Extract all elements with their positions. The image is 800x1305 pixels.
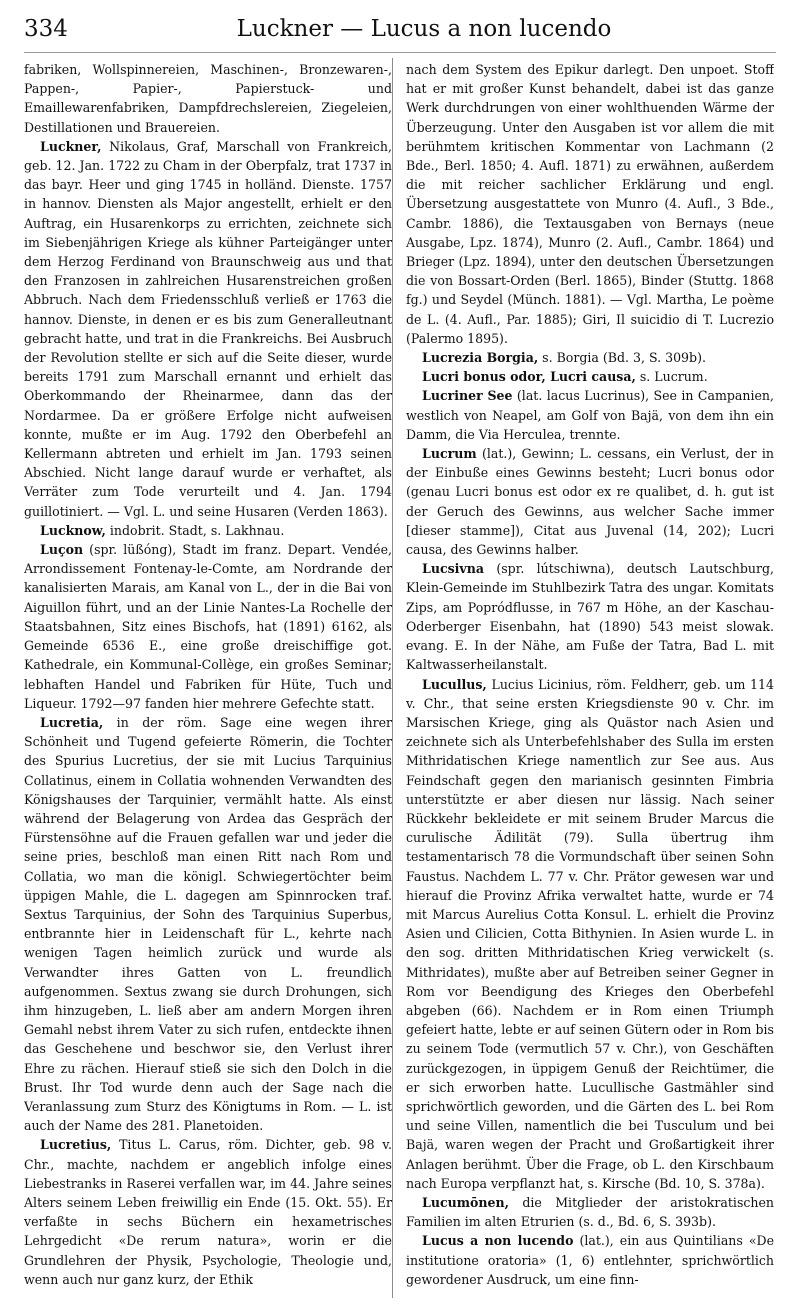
entry-headword: Lucumōnen, xyxy=(422,1194,509,1210)
dictionary-entry xyxy=(406,444,774,559)
entry-text: s. Borgia (Bd. 3, S. 309b). xyxy=(538,350,706,366)
entry-text: in der röm. Sage eine wegen ihrer Schönheit und Tugend gefeierte Römerin, die Tochter des Spurius Lucretius, der sie mit Lucius Tarquinius Collatinus, einem in Collatia wohnenden Verwandten des Königshauses der Tarquinier, vermählt hatte. Als einst während der Belagerung von Ardea das Gespräch der Fürstensöhne auf die Frauen gefallen war und jeder die seine pries, beschloß man einen Ritt nach Rom und Collatia, wo man die königl. Schwiegertöchter beim üppigen Mahle, die L. dagegen am Spinnrocken traf. Sextus Tarquinius, der Sohn des Tarquinius Superbus, entbrannte hier in Leidenschaft für L., kehrte nach wenigen Tagen heimlich zurück und wurde als Verwandter ihres Gatten von L. freundlich aufgenommen. Sextus zwang sie durch Drohungen, sich ihm hinzugeben, L. ließ aber am andern Morgen ihren Gemahl nebst ihrem Vater zu sich rufen, entdeckte ihnen das Geschehene und beschwor sie, den Verlust ihrer Ehre zu rächen. Hierauf stieß sie sich den Dolch in die Brust. Ihr Tod wurde denn auch der Sage nach die Veranlassung zum Sturz des Königtums in Rom. — L. ist auch der Name des 281. Planetoiden. xyxy=(24,714,392,1134)
entry-headword: Luckner, xyxy=(40,138,102,154)
entry-headword: Lucrezia Borgia, xyxy=(422,350,539,366)
entry-text: (lat.), ein aus Quintilians «De institutione oratoria» (1, 6) entlehnter, sprichwörtlich gewordener Ausdruck, um eine finn- xyxy=(406,1233,774,1287)
page-number: 334 xyxy=(24,16,68,42)
entry-headword: Lucretius, xyxy=(40,1137,112,1153)
entry-text: Lucius Licinius, röm. Feldherr, geb. um 114 v. Chr., that seine ersten Kriegsdienste 90 v. Chr. im Marsischen Kriege, ging als Quästor nach Asien und zeichnete sich als Unterbefehlshaber des Sulla im ersten Mithridatischen Kriege namentlich zur See aus. Aus Feindschaft gegen den marianisch gesinnten Fimbria unterstützte er aber diesen nur lässig. Nach seiner Rückkehr bekleidete er mit seinem Bruder Marcus die curulische Ädilität (79). Sulla übertrug ihm testamentarisch 78 die Vormundschaft über seinen Sohn Faustus. Nachdem L. 77 v. Chr. Prätor gewesen war und hierauf die Provinz Afrika verwaltet hatte, wurde er 74 mit Marcus Aurelius Cotta Konsul. L. erhielt die Provinz Asien und Cilicien, Cotta Bithynien. In Asien wurde L. in den sog. dritten Mithridatischen Krieg verwickelt (s. Mithridates), mußte aber auf Betreiben seiner Gegner in Rom vor Beendigung des Krieges den Oberbefehl abgeben (66). Nachdem er in Rom einen Triumph gefeiert hatte, lebte er auf seinen Gütern oder in Rom bis zu seinem Tode (vermutlich 57 v. Chr.), von Geschäften zurückgezogen, in üppigem Genuß der Reichtümer, die er sich erworben hatte. Lucullische Gastmähler sind sprichwörtlich geworden, und die Gärten des L. bei Rom und seine Villen, namentlich die bei Tusculum und bei Bajä, waren wegen der Pracht und Großartigkeit ihrer Anlagen berühmt. Über die Frage, ob L. den Kirschbaum nach Europa verpflanzt hat, s. Kirsche (Bd. 10, S. 378a). xyxy=(406,676,774,1191)
dictionary-entry xyxy=(24,521,392,540)
entry-text: s. Lucrum. xyxy=(635,369,708,385)
dictionary-entry xyxy=(24,713,392,1135)
right-column xyxy=(406,60,774,1298)
left-column xyxy=(24,60,392,1298)
dictionary-entry xyxy=(406,559,774,674)
entry-text: fabriken, Wollspinnereien, Maschinen-, Bronzewaren-, Pappen-, Papier-, Papierstuck- und Emaillewarenfabriken, Dampfdrechslereien, Ziegeleien, Destillationen und Brauereien. xyxy=(24,62,392,135)
entry-headword: Lucsivna xyxy=(422,561,484,577)
dictionary-entry xyxy=(406,60,774,348)
entry-text: indobrit. Stadt, s. Lakhnau. xyxy=(105,522,285,538)
entry-headword: Lucknow, xyxy=(40,522,106,538)
entry-headword: Lucullus, xyxy=(422,676,487,692)
dictionary-entry xyxy=(24,1135,392,1289)
dictionary-entry xyxy=(406,1231,774,1289)
dictionary-entry xyxy=(24,60,392,137)
dictionary-entry xyxy=(24,540,392,713)
page-header xyxy=(24,12,780,46)
entry-text: (spr. lútschiwna), deutsch Lautschburg, Klein-Gemeinde im Stuhlbezirk Tatra des ungar. Komitats Zips, am Popródflusse, in 767 m Höhe, an der Kaschau-Oderberger Eisenbahn, hat (1890) 543 meist slowak. evang. E. In der Nähe, am Fuße der Tatra, Bad L. mit Kaltwasserheilanstalt. xyxy=(406,561,774,673)
entry-text: nach dem System des Epikur darlegt. Den unpoet. Stoff hat er mit großer Kunst behandelt, dabei ist das ganze Werk durchdrungen von einer wohlthuenden Wärme der Überzeugung. Unter den Ausgaben ist vor allem die mit berühmtem kritischen Kommentar von Lachmann (2 Bde., Berl. 1850; 4. Aufl. 1871) zu erwähnen, außerdem die mit reicher sachlicher Erklärung und engl. Übersetzung ausgestattete von Munro (4. Aufl., 3 Bde., Cambr. 1886), die Textausgaben von Bernays (neue Ausgabe, Lpz. 1874), Munro (2. Aufl., Cambr. 1864) und Brieger (Lpz. 1894), unter den deutschen Übersetzungen die von Bossart-Orden (Berl. 1865), Binder (Stuttg. 1868 fg.) und Seydel (Münch. 1881). — Vgl. Martha, Le poème de L. (4. Aufl., Par. 1885); Giri, Il suicidio di T. Lucrezio (Palermo 1895). xyxy=(406,62,774,346)
entry-headword: Luçon xyxy=(40,542,84,558)
dictionary-entry xyxy=(406,348,774,367)
entry-text: Titus L. Carus, röm. Dichter, geb. 98 v. Chr., machte, nachdem er angeblich infolge eines Liebestranks in Raserei verfallen war, im 44. Jahre seines Alters seinem Leben freiwillig ein Ende (15. Okt. 55). Er verfaßte in sechs Büchern ein hexametrisches Lehrgedicht «De rerum natura», worin er die Grundlehren der Physik, Psychologie, Theologie und, wenn auch nur ganz kurz, der Ethik xyxy=(24,1137,392,1287)
dictionary-entry xyxy=(24,137,392,521)
entry-text: Nikolaus, Graf, Marschall von Frankreich, geb. 12. Jan. 1722 zu Cham in der Oberpfalz, trat 1737 in das bayr. Heer und ging 1745 in holländ. Dienste. 1757 in hannov. Diensten als Major angestellt, erhielt er den Auftrag, ein Husarenkorps zu errichten, zeichnete sich im Siebenjährigen Kriege als kühner Parteigänger unter dem Herzog Ferdinand von Braunschweig aus und that den Franzosen in zahlreichen Husarenstreichen großen Abbruch. Nach dem Friedensschluß verließ er 1763 die hannov. Dienste, in denen er es bis zum Generalleutnant gebracht hatte, und trat in die Frankreichs. Bei Ausbruch der Revolution stellte er sich auf die Seite dieser, wurde bereits 1791 zum Marschall ernannt und erhielt das Oberkommando der Rheinarmee, dann das der Nordarmee. Da er größere Erfolge nicht aufweisen konnte, mußte er im Aug. 1792 den Oberbefehl an Kellermann abtreten und erhielt im Jan. 1793 seinen Abschied. Nicht lange darauf wurde er verhaftet, als Verräter zum Tode verurteilt und 4. Jan. 1794 guillotiniert. — Vgl. L. und seine Husaren (Verden 1863). xyxy=(24,138,392,519)
header-rule xyxy=(24,52,776,53)
dictionary-entry xyxy=(406,367,774,386)
entry-headword: Lucretia, xyxy=(40,714,104,730)
running-head: Luckner — Lucus a non lucendo xyxy=(236,16,612,42)
column-divider xyxy=(392,58,393,1298)
entry-headword: Lucus a non lucendo xyxy=(422,1233,574,1249)
dictionary-entry xyxy=(406,1193,774,1231)
entry-text: (spr. lüßóng), Stadt im franz. Depart. Vendée, Arrondissement Fontenay-le-Comte, am Nordrande der kanalisierten Marais, am Kanal von L., der in die Bai von Aiguillon führt, und an der Linie Nantes-La Rochelle der Staatsbahnen, Sitz eines Bischofs, hat (1891) 6162, als Gemeinde 6536 E., eine große dreischiffige got. Kathedrale, ein Kommunal-Collège, ein großes Seminar; lebhaften Handel und Fabriken für Hüte, Tuch und Liqueur. 1792—97 fanden hier mehrere Gefechte statt. xyxy=(24,542,392,711)
entry-headword: Lucri bonus odor, Lucri causa, xyxy=(422,369,636,385)
entry-text: (lat. lacus Lucrinus), See in Campanien, westlich von Neapel, am Golf von Bajä, von dem ihn ein Damm, die Via Herculea, trennte. xyxy=(406,388,774,442)
entry-headword: Lucrum xyxy=(422,446,477,462)
entry-text: (lat.), Gewinn; L. cessans, ein Verlust, der in der Einbuße eines Gewinns besteht; Lucri bonus odor (genau Lucri bonus est odor ex re qualibet, d. h. gut ist der Geruch des Gewinns, aus welcher Sache immer [dieser stamme]), Citat aus Juvenal (14, 202); Lucri causa, des Gewinns halber. xyxy=(406,446,774,558)
entry-text: die Mitglieder der aristokratischen Familien im alten Etrurien (s. d., Bd. 6, S. 393b). xyxy=(406,1194,774,1230)
dictionary-entry xyxy=(406,386,774,444)
dictionary-entry xyxy=(406,675,774,1193)
entry-headword: Lucriner See xyxy=(422,388,513,404)
